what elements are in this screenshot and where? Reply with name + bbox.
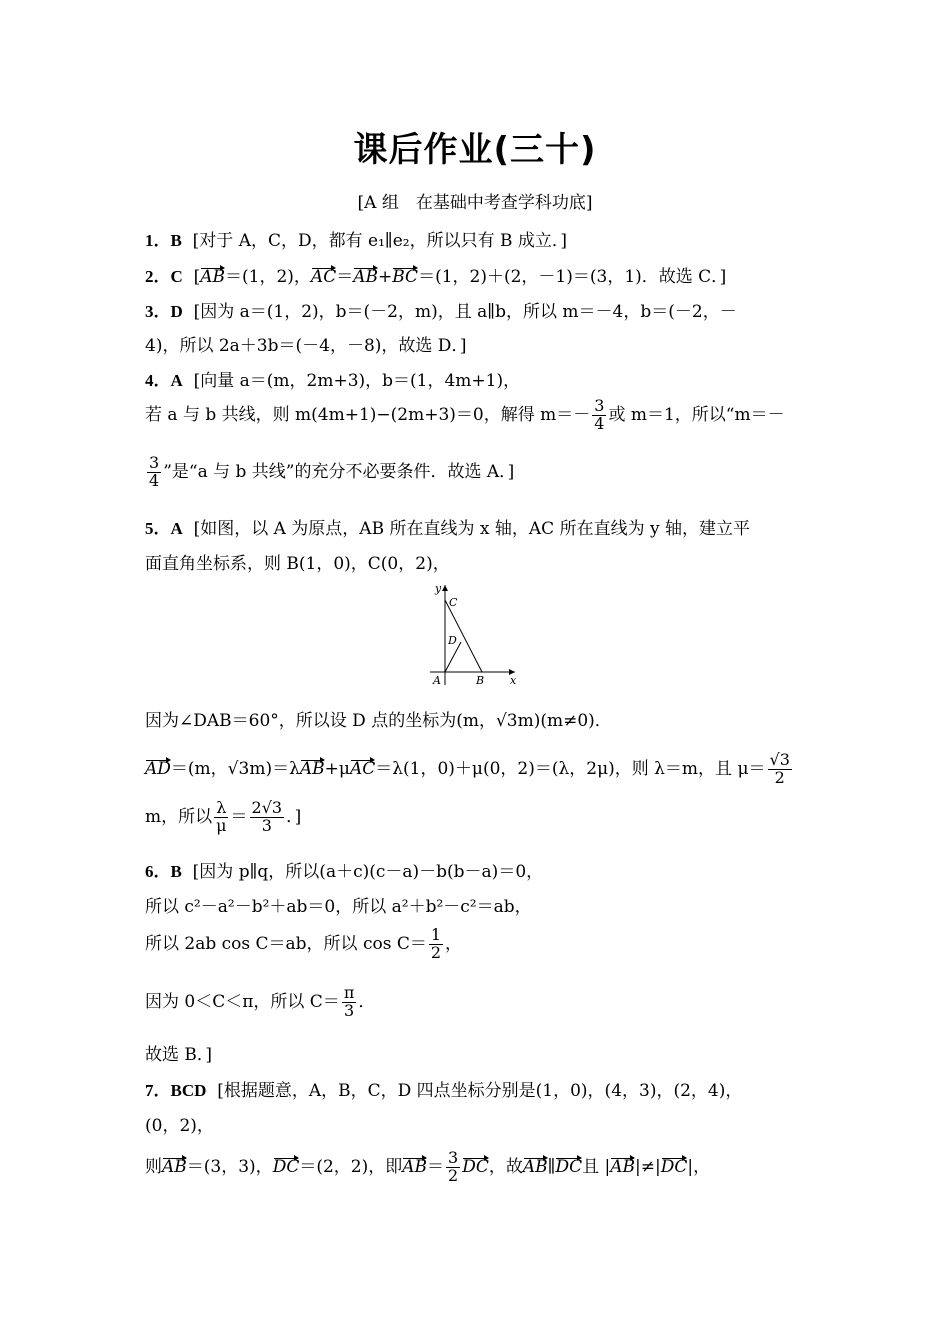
q7-text-2: (0，2)，: [145, 1116, 214, 1136]
q3-text-2: 4)，所以 2a＋3b＝(－4，－8)，故选 D．]: [145, 336, 467, 356]
q2-bracket: [: [193, 267, 201, 287]
q7-text-3g: 且 |: [582, 1156, 611, 1177]
q7-text-3f: ∥: [547, 1156, 556, 1177]
vector-ab: AB: [610, 1156, 636, 1177]
q6-line-1: [145, 857, 543, 882]
label-d: D: [448, 634, 457, 647]
q5-fraction-2: [214, 800, 228, 835]
q6-line-5: [145, 1040, 212, 1065]
page-title: 课后作业(三十): [353, 130, 597, 170]
numerator: 1: [430, 925, 442, 944]
q4-answer: A: [170, 371, 183, 390]
numerator: λ: [216, 798, 227, 817]
label-b: B: [476, 674, 485, 687]
q5-text-5b: ＝: [230, 806, 248, 827]
q2-plus: +: [378, 267, 393, 287]
vector-ad: AD: [145, 758, 171, 779]
q6-line-4: [145, 985, 375, 1020]
q5-text-1: [如图，以 A 为原点，AB 所在直线为 x 轴，AC 所在直线为 y 轴，建立平: [193, 519, 750, 539]
q6-fraction-1: [429, 927, 443, 962]
q4-text-2a: 若 a 与 b 共线，则 m(4m+1)−(2m+3)＝0，解得 m＝－: [145, 404, 591, 425]
q1-text: [对于 A，C，D，都有 e₁∥e₂，所以只有 B 成立．]: [192, 231, 568, 251]
denominator: 3: [261, 815, 272, 835]
q5-answer: A: [170, 519, 183, 538]
q7-text-3h: |≠|: [635, 1156, 661, 1177]
q5-number: 5．: [145, 519, 171, 538]
q6-text-2: 所以 c²－a²－b²＋ab＝0，所以 a²＋b²－c²＝ab，: [145, 897, 532, 917]
q5-line-2: [145, 549, 450, 574]
q7-text-3b: ＝(3，3)，: [186, 1156, 273, 1177]
q4-line-2: [145, 398, 785, 433]
q1-line: [145, 226, 567, 251]
vector-ab: AB: [200, 267, 226, 287]
q6-text-5: 故选 B．]: [145, 1045, 213, 1065]
denominator: 3: [343, 1000, 355, 1020]
q4-text-2b: 或 m＝1，所以“m＝－: [608, 404, 785, 425]
q6-fraction-2: [342, 985, 357, 1020]
q6-number: 6．: [145, 862, 171, 881]
q5-text-4a: ＝(m，√3m)＝λ: [170, 758, 300, 779]
q4-number: 4．: [145, 371, 171, 390]
q4-line-1: [145, 366, 520, 391]
q2-rest: ＝(1，2)＋(2，－1)＝(3，1)．故选 C．]: [418, 267, 727, 287]
vector-dc: DC: [462, 1156, 489, 1177]
q2-eq1: ＝(1，2)，: [225, 267, 311, 287]
q3-text-1: [因为 a＝(1，2)，b＝(－2，m)，且 a∥b，所以 m＝－4，b＝(－2，－: [193, 302, 737, 322]
q1-number: 1．: [145, 231, 171, 250]
q6-answer: B: [170, 862, 182, 881]
q2-eq2: ＝: [336, 267, 354, 287]
label-y: y: [435, 582, 442, 595]
y-axis-arrow: [442, 585, 448, 591]
q6-text-4b: ．: [358, 991, 376, 1012]
q3-line-1: [145, 297, 737, 322]
q7-text-3i: |，: [687, 1156, 711, 1177]
q7-answer: BCD: [170, 1081, 207, 1100]
q5-fraction-1: [768, 752, 792, 787]
q7-line-2: [145, 1111, 214, 1136]
vector-ab: AB: [162, 1156, 187, 1177]
vector-ab: AB: [522, 1156, 548, 1177]
q4-text-1: [向量 a＝(m，2m+3)，b＝(1，4m+1)，: [193, 371, 521, 391]
q6-line-2: [145, 892, 532, 917]
q5-text-2: 面直角坐标系，则 B(1，0)，C(0，2)，: [145, 554, 450, 574]
q6-line-3: [145, 927, 462, 962]
q5-text-5a: m，所以: [145, 806, 213, 827]
q5-line-5: [145, 800, 301, 835]
section-subtitle: [A 组 在基础中考查学科功底]: [357, 193, 593, 213]
q6-text-3a: 所以 2ab cos C＝ab，所以 cos C＝: [145, 933, 427, 954]
q5-line-4: [145, 752, 794, 787]
q7-line-3: [145, 1150, 710, 1185]
vector-ac: AC: [349, 758, 376, 779]
q5-text-3: 因为∠DAB＝60°，所以设 D 点的坐标为(m，√3m)(m≠0)．: [145, 711, 612, 731]
numerator: 3: [149, 453, 160, 472]
vector-ab: AB: [353, 267, 378, 287]
q7-number: 7．: [145, 1081, 171, 1100]
q3-line-2: [145, 331, 467, 356]
vector-ac: AC: [310, 267, 337, 287]
q7-text-1: [根据题意，A，B，C，D 四点坐标分别是(1，0)，(4，3)，(2，4)，: [217, 1081, 743, 1101]
q3-number: 3．: [145, 302, 171, 321]
q5-text-4c: ＝λ(1，0)＋μ(0，2)＝(λ，2μ)，则 λ＝m，且 μ＝: [375, 758, 766, 779]
q7-fraction: [446, 1150, 460, 1185]
vector-dc: DC: [272, 1156, 300, 1177]
q4-fraction-1: [592, 398, 606, 433]
q5-text-4b: +μ: [324, 758, 350, 779]
numerator: 3: [448, 1148, 459, 1167]
q4-text-3: ”是“a 与 b 共线”的充分不必要条件．故选 A．]: [163, 461, 515, 482]
vector-bc: BC: [392, 267, 419, 287]
numerator: 3: [594, 396, 605, 415]
vector-ab: AB: [299, 758, 325, 779]
vector-dc: DC: [660, 1156, 688, 1177]
denominator: 2: [774, 767, 785, 787]
q5-line-3: [145, 706, 612, 731]
q2-answer: C: [170, 267, 183, 286]
q1-answer: B: [170, 231, 182, 250]
numerator: √3: [769, 750, 790, 769]
q7-text-3e: ，故: [488, 1156, 523, 1177]
label-a: A: [433, 674, 441, 687]
denominator: μ: [216, 815, 227, 835]
q7-line-1: [145, 1076, 742, 1101]
denominator: 4: [594, 413, 605, 433]
q6-text-4a: 因为 0＜C＜π，所以 C＝: [145, 991, 340, 1012]
vector-dc: DC: [555, 1156, 583, 1177]
q5-text-5c: ．]: [286, 806, 302, 827]
numerator: π: [343, 983, 355, 1002]
q5-line-1: [145, 514, 750, 539]
denominator: 2: [448, 1165, 459, 1185]
coordinate-figure: [420, 580, 525, 690]
q3-answer: D: [170, 302, 183, 321]
q4-line-3: [145, 455, 514, 490]
numerator: 2√3: [251, 798, 283, 817]
q2-line: [145, 262, 726, 287]
q6-text-1: [因为 p∥q，所以(a＋c)(c－a)－b(b－a)＝0，: [192, 862, 544, 882]
q7-text-3a: 则: [145, 1156, 162, 1177]
label-c: C: [449, 596, 458, 609]
q7-text-3c: ＝(2，2)，即: [299, 1156, 403, 1177]
q7-text-3d: ＝: [427, 1156, 445, 1177]
vector-ab: AB: [402, 1156, 428, 1177]
q4-fraction-2: [147, 455, 161, 490]
denominator: 4: [149, 470, 160, 490]
q6-text-3b: ，: [445, 933, 463, 954]
denominator: 2: [430, 942, 442, 962]
label-x: x: [510, 674, 517, 687]
q2-number: 2．: [145, 267, 171, 286]
q5-fraction-3: [250, 800, 285, 835]
